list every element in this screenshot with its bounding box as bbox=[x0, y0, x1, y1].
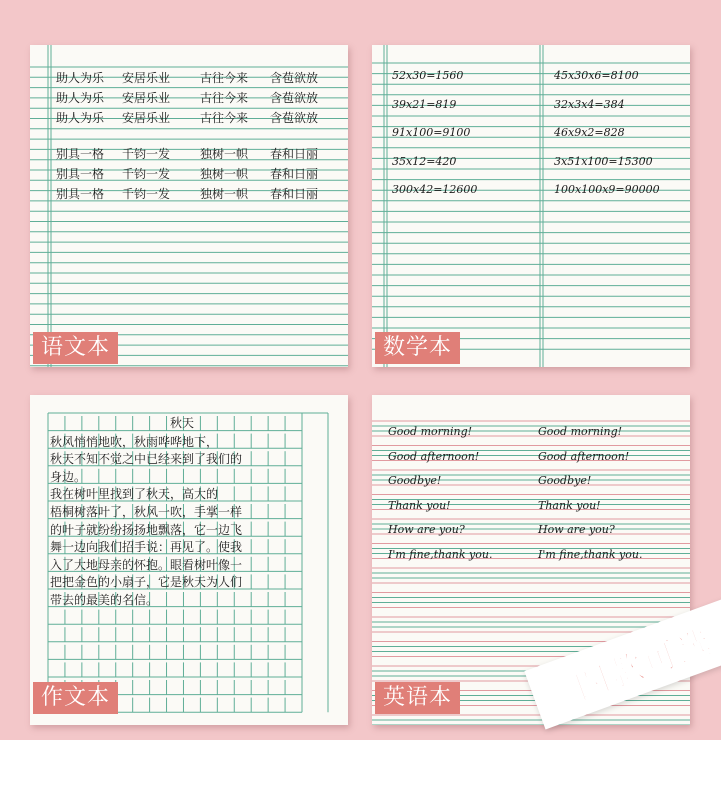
idiom-text: 含苞欲放 bbox=[270, 71, 319, 85]
essay-line: 秋风悄悄地吹，秋雨哗哗地下， bbox=[50, 434, 219, 449]
equation-text: 100x100x9=90000 bbox=[554, 183, 660, 196]
equation-text: 32x3x4=384 bbox=[554, 97, 625, 111]
shuxue-label: 数学本 bbox=[375, 332, 460, 364]
equation-text: 91x100=9100 bbox=[392, 126, 471, 139]
equation-text: 35x12=420 bbox=[392, 154, 457, 168]
equation-text: 3x51x100=15300 bbox=[554, 154, 653, 168]
idiom-text: 别具一格 bbox=[56, 167, 105, 181]
yuwen-notebook-card bbox=[30, 45, 348, 367]
idiom-text: 助人为乐 bbox=[56, 71, 105, 85]
idiom-text: 春和日丽 bbox=[270, 147, 319, 161]
equation-text: 46x9x2=828 bbox=[554, 126, 625, 139]
english-phrase: Thank you! bbox=[538, 498, 601, 512]
shuxue-ruling bbox=[372, 45, 690, 367]
shuxue-notebook-card bbox=[372, 45, 690, 367]
english-phrase: How are you? bbox=[538, 523, 615, 536]
idiom-text: 助人为乐 bbox=[56, 91, 105, 105]
idiom-text: 春和日丽 bbox=[270, 187, 319, 201]
equation-text: 45x30x6=8100 bbox=[554, 69, 639, 82]
essay-line: 入了大地母亲的怀抱。眼看树叶像一 bbox=[50, 557, 243, 572]
essay-line: 身边。 bbox=[50, 469, 87, 484]
idiom-text: 安居乐业 bbox=[122, 111, 171, 125]
equation-text: 300x42=12600 bbox=[392, 183, 478, 196]
idiom-text: 含苞欲放 bbox=[270, 111, 319, 125]
idiom-text: 别具一格 bbox=[56, 187, 105, 201]
english-phrase: Thank you! bbox=[388, 498, 451, 512]
essay-line: 梧桐树落叶了，秋风一吹，手掌一样 bbox=[50, 505, 243, 519]
essay-line: 我在树叶里找到了秋天，高大的 bbox=[50, 487, 219, 502]
essay-line: 把把金色的小扇子，它是秋天为人们 bbox=[50, 575, 243, 590]
english-phrase: How are you? bbox=[388, 523, 465, 536]
zuowen-notebook-card bbox=[30, 395, 348, 725]
english-phrase: I'm fine,thank you. bbox=[388, 547, 493, 561]
idiom-text: 独树一帜 bbox=[200, 167, 249, 181]
idiom-text: 含苞欲放 bbox=[270, 91, 319, 105]
english-phrase: I'm fine,thank you. bbox=[538, 547, 643, 561]
idiom-text: 助人为乐 bbox=[56, 111, 105, 125]
idiom-text: 独树一帜 bbox=[200, 187, 249, 201]
equation-text: 52x30=1560 bbox=[392, 69, 464, 82]
essay-title: 秋天 bbox=[170, 416, 195, 430]
english-phrase: Goodbye! bbox=[388, 474, 442, 487]
idiom-text: 古往今来 bbox=[200, 111, 249, 125]
idiom-text: 千钧一发 bbox=[122, 167, 171, 181]
idiom-text: 别具一格 bbox=[56, 147, 105, 161]
english-phrase: Good morning! bbox=[538, 425, 623, 438]
idiom-text: 独树一帜 bbox=[200, 147, 249, 161]
idiom-text: 千钧一发 bbox=[122, 187, 171, 201]
equation-text: 39x21=819 bbox=[392, 97, 457, 111]
idiom-text: 安居乐业 bbox=[122, 71, 171, 85]
essay-line: 的叶子就纷纷扬扬地飘落，它一边飞 bbox=[50, 522, 243, 537]
essay-line: 舞一边向我们招手说：再见了。使我 bbox=[50, 540, 243, 555]
idiom-text: 古往今来 bbox=[200, 71, 249, 85]
zuowen-label: 作文本 bbox=[33, 682, 118, 714]
yingyu-label: 英语本 bbox=[375, 682, 460, 714]
english-phrase: Good afternoon! bbox=[538, 449, 630, 463]
idiom-text: 千钧一发 bbox=[122, 147, 171, 161]
yuwen-label: 语文本 bbox=[33, 332, 118, 364]
english-phrase: Good morning! bbox=[388, 425, 473, 438]
white-footer-strip bbox=[0, 740, 721, 800]
essay-line: 秋天不知不觉之中已经来到了我们的 bbox=[50, 452, 243, 467]
idiom-text: 春和日丽 bbox=[270, 167, 319, 181]
english-phrase: Good afternoon! bbox=[388, 449, 480, 463]
idiom-text: 古往今来 bbox=[200, 91, 249, 105]
banner-text: 四款可选 bbox=[569, 620, 719, 708]
essay-line: 带去的最美的名信。 bbox=[50, 593, 159, 607]
english-phrase: Goodbye! bbox=[538, 474, 592, 487]
idiom-text: 安居乐业 bbox=[122, 91, 171, 105]
